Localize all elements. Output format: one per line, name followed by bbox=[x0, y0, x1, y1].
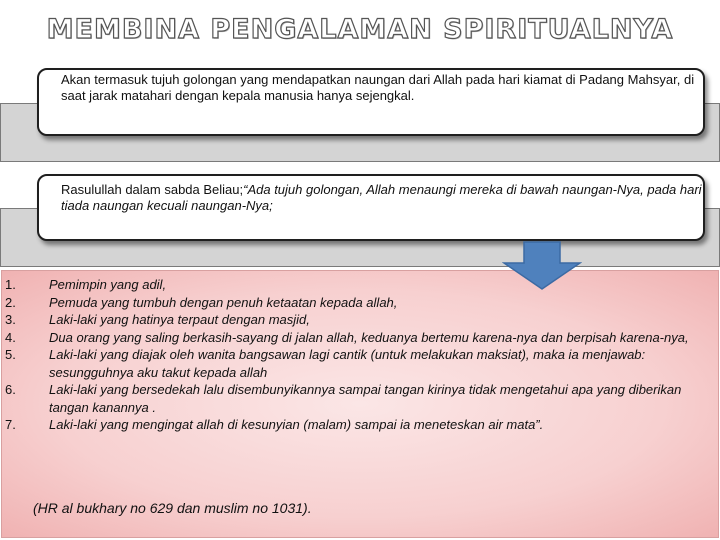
callout-hadith-quote: “Ada tujuh golongan, Allah menaungi mereka di bawah naungan-Nya, pada hari tiada naungan kecuali naungan-Nya; bbox=[61, 182, 702, 213]
list-item-text: Laki-laki yang diajak oleh wanita bangsawan lagi cantik (untuk melakukan maksiat), maka ia menjawab: sesungguhnya aku takut kepada allah bbox=[49, 347, 646, 380]
list-item-number: 6. bbox=[5, 382, 16, 397]
callout-hadith bbox=[37, 174, 705, 241]
page-title: MEMBINA PENGALAMAN SPIRITUALNYA bbox=[46, 14, 674, 45]
list-item-number: 4. bbox=[5, 329, 16, 345]
list-item bbox=[0, 311, 712, 329]
callout-hadith-lead: Rasulullah dalam sabda Beliau; bbox=[61, 182, 244, 197]
list-item-text: Dua orang yang saling berkasih-sayang di jalan allah, keduanya bertemu karena-nya dan berpisah karena-nya, bbox=[49, 329, 689, 345]
list-item bbox=[0, 329, 712, 347]
callout-intro bbox=[37, 68, 705, 136]
list-item-number: 5. bbox=[5, 347, 16, 362]
callout-intro-text: Akan termasuk tujuh golongan yang mendapatkan naungan dari Allah pada hari kiamat di Padang Mahsyar, di saat jarak matahari dengan kepala manusia hanya sejengkal. bbox=[61, 72, 695, 103]
list-item-text: Laki-laki yang hatinya terpaut dengan masjid, bbox=[49, 312, 310, 327]
list-item bbox=[0, 346, 712, 381]
list-item-number: 7. bbox=[5, 417, 16, 432]
list-item-text: Laki-laki yang mengingat allah di kesunyian (malam) sampai ia meneteskan air mata”. bbox=[49, 417, 544, 432]
list-item bbox=[0, 381, 712, 416]
list-item bbox=[0, 294, 712, 312]
list-item-text: Laki-laki yang bersedekah lalu disembunyikannya sampai tangan kirinya tidak mengetahui apa yang diberikan tangan kanannya . bbox=[49, 382, 682, 415]
list-item-number: 1. bbox=[5, 277, 16, 292]
list-item-text: Pemimpin yang adil, bbox=[49, 277, 167, 292]
list-item bbox=[0, 276, 712, 294]
list-item bbox=[0, 416, 712, 434]
hadith-list bbox=[0, 276, 712, 434]
list-item-number: 3. bbox=[5, 312, 16, 327]
hadith-source: (HR al bukhary no 629 dan muslim no 1031). bbox=[33, 500, 312, 516]
list-item-number: 2. bbox=[5, 294, 16, 310]
list-item-text: Pemuda yang tumbuh dengan penuh ketaatan kepada allah, bbox=[49, 294, 398, 310]
